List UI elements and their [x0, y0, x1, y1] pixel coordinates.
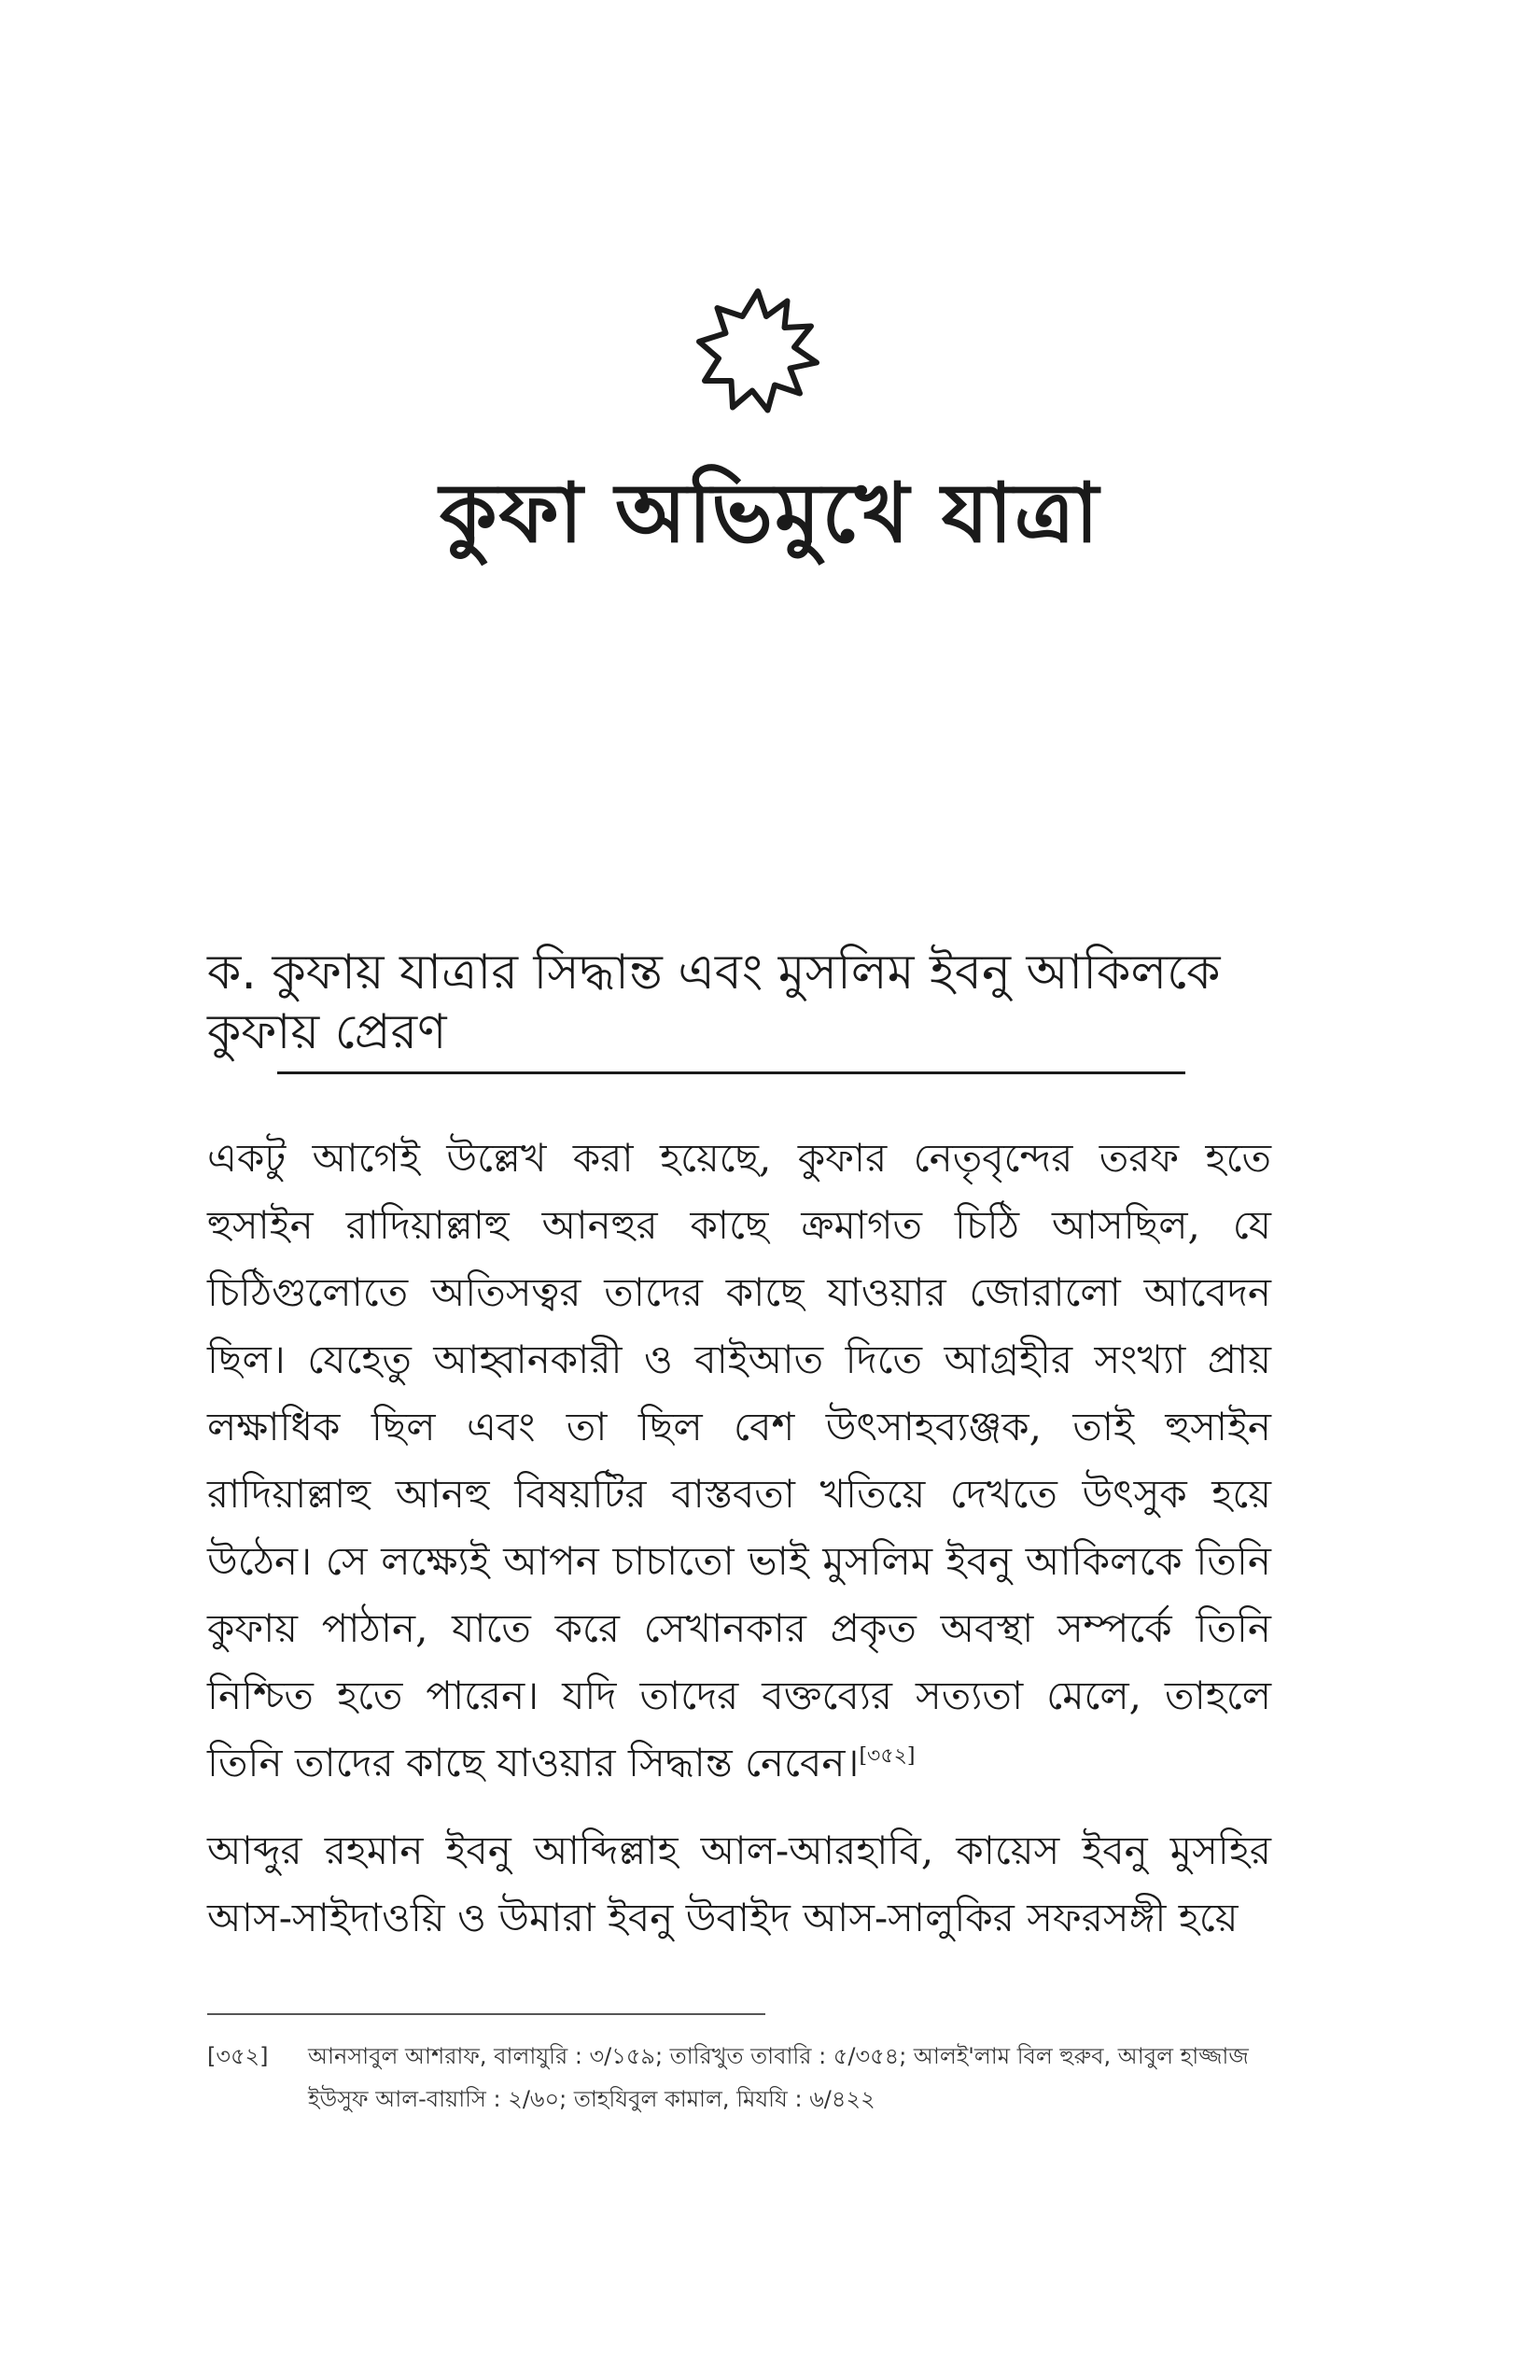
footnote-label: [৩৫২] [207, 2043, 269, 2069]
body-paragraph [207, 1817, 1271, 1952]
footnote-divider [207, 2013, 765, 2015]
chapter-title: কুফা অভিমুখে যাত্রা [439, 465, 1101, 561]
paragraph-text: আব্দুর রহমান ইবনু আব্দিল্লাহ আল-আরহাবি, কায়েস ইবনু মুসহির আস-সাইদাওয়ি ও উমারা ইবনু উবাইদ আস-সালুকির সফরসঙ্গী হয়ে [207, 1827, 1271, 1940]
body-paragraph [207, 1125, 1271, 1797]
footnote-text: আনসাবুল আশরাফ, বালাযুরি : ৩/১৫৯; তারিখুত তাবারি : ৫/৩৫৪; আলই'লাম বিল হুরুব, আবুল হাজ্জাজ ইউসুফ আল-বায়াসি : ২/৬০; তাহযিবুল কামাল, মিযযি : ৬/৪২২ [308, 2043, 1249, 2112]
flower-ornament-icon [688, 280, 828, 420]
body-text [207, 1125, 1271, 1972]
footnote [207, 2035, 1271, 2121]
section-heading: ক. কুফায় যাত্রার সিদ্ধান্ত এবং মুসলিম ইবনু আকিলকে কুফায় প্রেরণ [207, 945, 1221, 1060]
footnote-reference[interactable]: [৩৫২] [859, 1744, 916, 1768]
paragraph-text: একটু আগেই উল্লেখ করা হয়েছে, কুফার নেতৃবৃন্দের তরফ হতে হুসাইন রাদিয়াল্লাহু আনহুর কাছে ক্রমাগত চিঠি আসছিল, যে চিঠিগুলোতে অতিসত্বর তাদের কাছে যাওয়ার জোরালো আবেদন ছিল। যেহেতু আহ্বানকারী ও বাইআত দিতে আগ্রহীর সংখ্যা প্রায় লক্ষাধিক ছিল এবং তা ছিল বেশ উৎসাহব্যঞ্জক, তাই হুসাইন রাদিয়াল্লাহু আনহু বিষয়টির বাস্তবতা খতিয়ে দেখতে উৎসুক হয়ে উঠেন। সে লক্ষ্যেই আপন চাচাতো ভাই মুসলিম ইবনু আকিলকে তিনি কুফায় পাঠান, যাতে করে সেখানকার প্রকৃত অবস্থা সম্পর্কে তিনি নিশ্চিত হতে পারেন। যদি তাদের বক্তব্যের সত্যতা মেলে, তাহলে তিনি তাদের কাছে যাওয়ার সিদ্ধান্ত নেবেন। [207, 1135, 1271, 1785]
heading-underline [277, 1071, 1185, 1074]
